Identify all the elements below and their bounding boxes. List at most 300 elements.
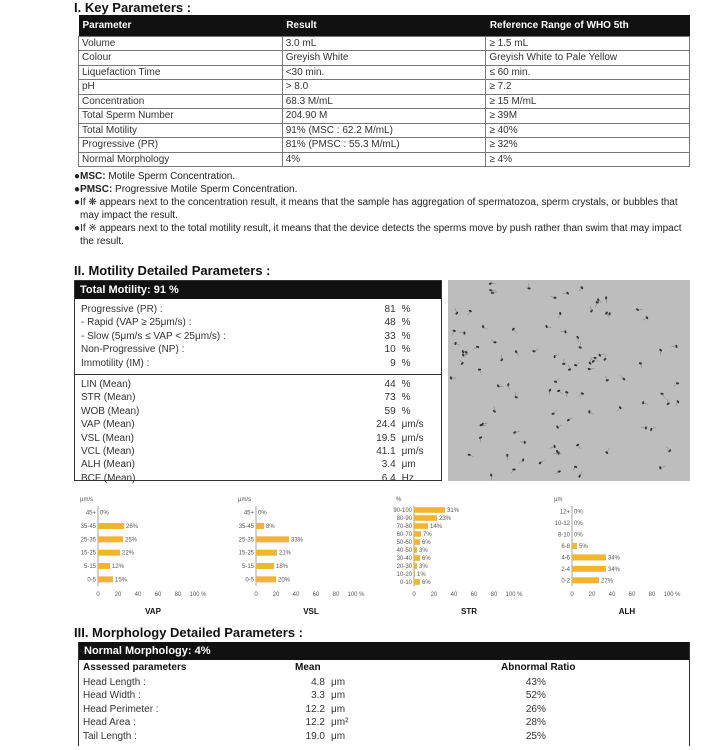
- table-row: [79, 138, 690, 153]
- morphology-abn: 52: [525, 690, 537, 702]
- motility-unit: μm/s: [401, 446, 424, 458]
- chart-x-tick-label: 100 %: [347, 592, 365, 598]
- chart-category-label: 40-50: [396, 548, 412, 554]
- motility-unit: %: [401, 379, 411, 391]
- chart-x-tick-label: 100 %: [189, 592, 207, 598]
- result-cell: 4%: [282, 152, 486, 167]
- result-cell: Greyish White: [282, 51, 486, 66]
- microscope-image: [448, 280, 690, 481]
- note-aggregation: ● If ❋ appears next to the concentration result, it means that the sample has aggregation of spermatozoa, sperm crystals, or bubbles that may impact the result.: [74, 196, 694, 222]
- chart-bar: [414, 571, 415, 577]
- chart-category-label: 20-30: [396, 564, 412, 570]
- sperm-tail: [576, 362, 580, 365]
- chart-bar: [572, 554, 606, 560]
- sperm-cell-dot: [595, 301, 599, 304]
- chart-data-label: 12%: [112, 564, 125, 570]
- morphology-abn-unit: %: [537, 717, 546, 729]
- sperm-tail: [555, 354, 559, 357]
- note-msc-label: MSC:: [80, 171, 106, 182]
- motility-unit: μm/s: [401, 432, 424, 444]
- morphology-row: [79, 703, 689, 716]
- sperm-cell-dot: [642, 401, 644, 404]
- chart-data-label: 34%: [608, 555, 621, 562]
- chart-category-label: 35-45: [238, 524, 254, 530]
- chart-data-label: 21%: [279, 550, 292, 557]
- sperm-cell-dot: [605, 379, 609, 382]
- morphology-mean: 12.2: [305, 703, 325, 715]
- motility-row: [81, 472, 441, 485]
- chart-category-label: 70-80: [396, 524, 412, 530]
- chart-data-label: 3%: [419, 548, 428, 554]
- chart-data-label: 18%: [276, 564, 289, 570]
- chart-x-tick-label: 0: [570, 592, 574, 598]
- morphology-label: Head Area :: [83, 717, 136, 729]
- chart-x-tick-label: 80: [490, 592, 498, 598]
- motility-value: 33: [384, 330, 396, 342]
- sperm-tail: [620, 375, 623, 379]
- note-push-text: If ※ appears next to the total motility result, it means that the device detects the sperms move by push rather than swim that may impact the result.: [80, 223, 682, 247]
- morphology-unit: μm: [331, 703, 346, 715]
- sperm-tail: [605, 376, 607, 380]
- motility-label: Non-Progressive (NP) :: [81, 344, 185, 356]
- sperm-tail: [600, 354, 605, 356]
- sperm-cell-dot: [454, 342, 457, 346]
- chart-data-label: 0%: [100, 510, 109, 517]
- chart-data-label: 7%: [423, 532, 432, 538]
- chart-title: VSL: [303, 607, 319, 616]
- motility-row: [81, 316, 441, 329]
- reference-cell: ≥ 4%: [486, 152, 690, 167]
- motility-value: 41.1: [376, 446, 396, 458]
- motility-value: 9: [390, 357, 396, 369]
- chart-x-tick-label: 100 %: [663, 592, 681, 598]
- sperm-tail: [660, 466, 665, 468]
- motility-unit: μm/s: [401, 419, 424, 431]
- chart-bar: [414, 563, 417, 569]
- chart-x-tick-label: 60: [312, 592, 320, 598]
- chart-bar: [572, 566, 606, 572]
- parameter-cell: Volume: [79, 36, 283, 51]
- reference-cell: ≥ 40%: [486, 123, 690, 138]
- morphology-mean: 4.8: [311, 677, 325, 688]
- note-push: ● If ※ appears next to the total motility result, it means that the device detects the sperms move by push rather than swim that may impact the result.: [74, 222, 694, 248]
- chart-category-label: 45+: [85, 510, 96, 517]
- chart-category-label: 90-100: [393, 508, 412, 514]
- chart-x-tick-label: 40: [450, 592, 458, 598]
- chart-category-label: 60-70: [396, 532, 412, 538]
- note-pmsc: ●PMSC: Progressive Motile Sperm Concentration.: [74, 184, 298, 195]
- sperm-tail: [578, 445, 581, 449]
- chart-x-tick-label: 40: [292, 592, 300, 598]
- chart-data-label: 31%: [447, 508, 460, 514]
- note-aggregation-text: If ❋ appears next to the concentration result, it means that the sample has aggregation of spermatozoa, sperm crystals, or bubbles that may impact the result.: [80, 197, 678, 221]
- motility-label: VSL (Mean): [81, 432, 134, 444]
- sperm-cell-dot: [467, 453, 471, 456]
- table-header-reference: [486, 15, 690, 36]
- chart-bar: [256, 576, 276, 582]
- chart-data-label: 20%: [278, 577, 291, 584]
- sperm-tail: [519, 460, 523, 463]
- table-header-parameter: Parameter: [79, 15, 283, 36]
- sperm-tail: [578, 394, 582, 397]
- morph-col-mean: Mean: [295, 662, 321, 673]
- motility-group-percent: [75, 299, 441, 370]
- table-row: [79, 36, 690, 51]
- sperm-tail: [455, 308, 457, 313]
- sperm-cell-dot: [574, 466, 578, 469]
- chart-data-label: 6%: [422, 556, 431, 562]
- morphology-unit: μm: [331, 690, 346, 702]
- motility-label: VAP (Mean): [81, 419, 135, 431]
- motility-unit: %: [401, 317, 411, 329]
- sperm-tail: [534, 349, 538, 351]
- table-row: [79, 80, 690, 95]
- motility-value: 48: [384, 317, 396, 329]
- chart-bar: [572, 543, 577, 549]
- motility-value: 73: [384, 392, 396, 404]
- chart-category-label: 30-40: [396, 556, 412, 562]
- sperm-tail: [452, 331, 454, 335]
- motility-row: [81, 445, 441, 458]
- sperm-tail: [667, 447, 670, 451]
- chart-category-label: 6-8: [561, 544, 570, 550]
- motility-unit: %: [401, 330, 411, 342]
- table-row: [79, 65, 690, 80]
- sperm-tail: [456, 343, 461, 345]
- chart-category-label: 0-10: [399, 580, 412, 586]
- chart-x-tick-label: 20: [588, 592, 596, 598]
- morphology-panel: [78, 642, 690, 746]
- sperm-tail: [513, 329, 516, 333]
- motility-label: ALH (Mean): [81, 459, 135, 471]
- reference-cell: ≥ 32%: [486, 138, 690, 153]
- sperm-cell-dot: [532, 350, 536, 353]
- morph-col-abnormal: Abnormal Ratio: [501, 662, 576, 673]
- sperm-tail: [473, 347, 477, 350]
- chart-data-label: 5%: [579, 544, 588, 550]
- morphology-unit: μm: [331, 730, 346, 742]
- sperm-tail: [469, 455, 474, 457]
- motility-unit: Hz: [401, 472, 414, 484]
- morphology-mean: 12.2: [305, 717, 325, 729]
- sperm-tail: [674, 383, 678, 386]
- motility-value: 81: [384, 304, 396, 315]
- chart-title: VAP: [145, 607, 161, 616]
- motility-label: - Slow (5μm/s ≤ VAP < 25μm/s) :: [81, 330, 226, 342]
- chart-x-tick-label: 100 %: [505, 592, 523, 598]
- chart-category-label: 0-5: [245, 577, 254, 584]
- sperm-tail: [579, 288, 582, 292]
- morphology-abn-unit: %: [537, 703, 546, 715]
- sperm-tail: [556, 378, 560, 381]
- chart-x-tick-label: 60: [154, 592, 162, 598]
- note-pmsc-text: Progressive Motile Sperm Concentration.: [112, 184, 298, 195]
- morphology-row: [79, 689, 689, 702]
- chart-x-tick-label: 80: [332, 592, 340, 598]
- sperm-cell-dot: [507, 383, 510, 387]
- chart-data-label: 14%: [430, 524, 443, 530]
- chart-x-tick-label: 0: [96, 592, 100, 598]
- table-row: [79, 152, 690, 167]
- distribution-charts: [74, 494, 694, 620]
- sperm-tail: [559, 391, 563, 394]
- motility-label: Progressive (PR) :: [81, 304, 163, 315]
- result-cell: <30 min.: [282, 65, 486, 80]
- chart-unit-label: %: [396, 497, 402, 503]
- parameter-cell: Total Sperm Number: [79, 109, 283, 124]
- chart-x-tick-label: 60: [470, 592, 478, 598]
- chart-data-label: 25%: [125, 537, 138, 544]
- motility-value: 10: [384, 344, 396, 356]
- chart-data-label: 15%: [115, 577, 128, 584]
- section-title-morphology: III. Morphology Detailed Parameters :: [74, 625, 303, 640]
- result-cell: 204.90 M: [282, 109, 486, 124]
- chart-category-label: 10-20: [396, 572, 412, 578]
- motility-label: - Rapid (VAP ≥ 25μm/s) :: [81, 317, 192, 329]
- table-row: [79, 123, 690, 138]
- chart-data-label: 0%: [574, 532, 583, 539]
- chart-category-label: 8-10: [557, 532, 570, 539]
- morphology-label: Head Length :: [83, 677, 146, 688]
- chart-x-tick-label: 80: [648, 592, 656, 598]
- chart-category-label: 4-6: [561, 555, 570, 562]
- sperm-cell-dot: [578, 474, 581, 478]
- motility-row: [81, 405, 441, 418]
- sperm-tail: [617, 408, 620, 412]
- key-parameters-table: [78, 15, 690, 167]
- sperm-tail: [643, 318, 647, 320]
- reference-cell: ≤ 60 min.: [486, 65, 690, 80]
- sperm-tail: [595, 358, 598, 362]
- chart-category-label: 15-25: [80, 550, 96, 557]
- chart-category-label: 10-12: [554, 521, 570, 528]
- parameter-cell: Concentration: [79, 94, 283, 109]
- chart-bar: [98, 536, 123, 542]
- table-row: [79, 109, 690, 124]
- chart-bar: [414, 539, 420, 545]
- chart-data-label: 0%: [258, 510, 267, 517]
- chart-data-label: 6%: [422, 540, 431, 546]
- sperm-tail: [607, 448, 609, 452]
- morphology-mean: 19.0: [305, 730, 325, 742]
- result-cell: 91% (MSC : 62.2 M/mL): [282, 123, 486, 138]
- chart-category-label: 15-25: [238, 550, 254, 557]
- sperm-cell-dot: [513, 431, 517, 434]
- chart-category-label: 35-45: [80, 524, 96, 530]
- morphology-abn-unit: %: [537, 677, 546, 688]
- morphology-abn: 43: [525, 677, 537, 688]
- chart-data-label: 34%: [608, 566, 621, 573]
- chart-bar: [414, 555, 420, 561]
- section-title-key-parameters: I. Key Parameters :: [74, 0, 192, 15]
- motility-label: VCL (Mean): [81, 446, 135, 458]
- chart-category-label: 2-4: [561, 566, 570, 573]
- normal-morphology-bar: Normal Morphology: 4%: [79, 642, 689, 660]
- chart-x-tick-label: 40: [608, 592, 616, 598]
- sperm-sample-image: [448, 280, 690, 481]
- parameter-cell: Progressive (PR): [79, 138, 283, 153]
- sperm-tail: [516, 352, 519, 356]
- chart-bar: [414, 515, 437, 521]
- sperm-tail: [558, 314, 560, 319]
- sperm-cell-dot: [597, 298, 600, 302]
- chart-category-label: 80-90: [396, 516, 412, 522]
- chart-title: ALH: [618, 607, 636, 616]
- motility-unit: %: [401, 344, 411, 356]
- result-cell: 68.3 M/mL: [282, 94, 486, 109]
- motility-row: [81, 303, 441, 316]
- chart-category-label: 25-35: [238, 537, 254, 544]
- motility-row: [81, 378, 441, 391]
- motility-unit: %: [401, 357, 411, 369]
- chart-data-label: 3%: [419, 564, 428, 570]
- motility-label: BCF (Mean): [81, 472, 136, 484]
- motility-group-kinematics: [75, 375, 441, 485]
- motility-unit: %: [401, 304, 411, 315]
- sperm-tail: [491, 339, 495, 342]
- motility-label: WOB (Mean): [81, 405, 140, 417]
- chart-x-tick-label: 80: [174, 592, 182, 598]
- chart-category-label: 0-5: [87, 577, 96, 584]
- chart-title: STR: [461, 607, 477, 616]
- chart-category-label: 45+: [243, 510, 254, 517]
- sperm-tail: [568, 417, 572, 420]
- reference-cell: ≥ 15 M/mL: [486, 94, 690, 109]
- sperm-tail: [555, 472, 559, 475]
- chart-category-label: 25-35: [80, 537, 96, 544]
- note-msc-text: Motile Sperm Concentration.: [105, 171, 236, 182]
- chart-x-tick-label: 60: [628, 592, 636, 598]
- table-row: [79, 94, 690, 109]
- morphology-unit: μm: [331, 677, 346, 688]
- sperm-cell-dot: [593, 357, 597, 360]
- note-msc: ●MSC: Motile Sperm Concentration.: [74, 171, 236, 182]
- section-title-motility: II. Motility Detailed Parameters :: [74, 263, 271, 278]
- table-row: [79, 51, 690, 66]
- parameter-cell: pH: [79, 80, 283, 95]
- sperm-cell-dot: [538, 461, 542, 465]
- motility-value: 44: [384, 379, 396, 391]
- chart-data-label: 33%: [291, 537, 304, 544]
- chart-x-tick-label: 40: [134, 592, 142, 598]
- morphology-mean: 3.3: [311, 690, 325, 702]
- motility-row: [81, 343, 441, 356]
- parameter-cell: Colour: [79, 51, 283, 66]
- sperm-tail: [573, 467, 576, 471]
- chart-x-tick-label: 0: [254, 592, 258, 598]
- reference-cell: ≥ 1.5 mL: [486, 36, 690, 51]
- motility-panel: [74, 280, 442, 484]
- chart-bar: [414, 507, 445, 513]
- sperm-cell-dot: [478, 368, 481, 370]
- motility-row: [81, 357, 441, 370]
- reference-cell: Greyish White to Pale Yellow: [486, 51, 690, 66]
- motility-label: Immotility (IM) :: [81, 357, 150, 369]
- sperm-tail: [598, 300, 602, 303]
- chart-x-tick-label: 0: [412, 592, 416, 598]
- sperm-cell-dot: [660, 392, 664, 395]
- motility-label: LIN (Mean): [81, 379, 132, 391]
- chart-data-label: 22%: [122, 550, 135, 557]
- motility-unit: %: [401, 405, 411, 417]
- morphology-label: Head Perimeter :: [83, 703, 159, 715]
- sperm-tail: [558, 425, 563, 427]
- reference-cell: ≥ 39M: [486, 109, 690, 124]
- chart-category-label: 12+: [559, 509, 570, 516]
- sperm-tail: [589, 412, 593, 415]
- sperm-tail: [511, 470, 514, 474]
- morphology-row: [79, 730, 689, 743]
- parameter-cell: Liquefaction Time: [79, 65, 283, 80]
- chart-x-tick-label: 20: [430, 592, 438, 598]
- sperm-tail: [459, 359, 462, 363]
- morphology-label: Tail Length :: [83, 730, 137, 742]
- motility-unit: %: [401, 392, 411, 404]
- morphology-abn: 25: [525, 730, 537, 742]
- motility-row: [81, 418, 441, 431]
- parameter-cell: Normal Morphology: [79, 152, 283, 167]
- chart-bar: [256, 523, 264, 529]
- chart-data-label: 27%: [601, 578, 614, 585]
- chart-data-label: 0%: [574, 521, 583, 528]
- morphology-abn: 26: [525, 703, 537, 715]
- result-cell: > 8.0: [282, 80, 486, 95]
- chart-category-label: 5-15: [241, 564, 254, 570]
- chart-x-tick-label: 20: [114, 592, 122, 598]
- chart-bar: [98, 576, 113, 582]
- chart-bar: [414, 579, 420, 585]
- motility-row: [81, 432, 441, 445]
- chart-bar: [414, 523, 428, 529]
- parameter-cell: Total Motility: [79, 123, 283, 138]
- motility-value: 3.4: [381, 459, 396, 471]
- sperm-cell-dot: [605, 451, 609, 455]
- result-cell: 3.0 mL: [282, 36, 486, 51]
- morphology-abn: 28: [525, 717, 537, 729]
- distribution-charts-svg: [74, 494, 694, 620]
- chart-bar: [572, 577, 599, 583]
- reference-cell: ≥ 7.2: [486, 80, 690, 95]
- chart-unit-label: μm: [554, 497, 563, 503]
- result-cell: 81% (PMSC : 55.3 M/mL): [282, 138, 486, 153]
- chart-unit-label: μm/s: [238, 497, 252, 503]
- chart-category-label: 0-2: [561, 578, 570, 585]
- sperm-cell-dot: [559, 312, 561, 315]
- sperm-tail: [553, 410, 557, 414]
- chart-bar: [98, 550, 120, 556]
- total-motility-bar: Total Motility: 91 %: [75, 281, 441, 299]
- morphology-row: [79, 676, 689, 689]
- note-pmsc-label: PMSC:: [80, 184, 113, 195]
- chart-category-label: 5-15: [83, 564, 96, 570]
- chart-data-label: 1%: [417, 572, 426, 578]
- chart-bar: [414, 547, 417, 553]
- chart-bar: [256, 536, 289, 542]
- table-header-reference-text: Reference Range of WHO 5th: [489, 19, 629, 31]
- motility-value: 24.4: [376, 419, 396, 431]
- motility-value: 19.5: [376, 432, 396, 444]
- sperm-tail: [468, 311, 470, 315]
- motility-unit: μm: [401, 459, 416, 471]
- motility-value: 6.4: [381, 472, 396, 484]
- chart-x-tick-label: 20: [272, 592, 280, 598]
- motility-row: [81, 391, 441, 404]
- chart-data-label: 8%: [266, 524, 275, 530]
- motility-label: STR (Mean): [81, 392, 136, 404]
- chart-bar: [256, 550, 277, 556]
- morphology-rows: [79, 676, 689, 743]
- sperm-tail: [580, 472, 582, 476]
